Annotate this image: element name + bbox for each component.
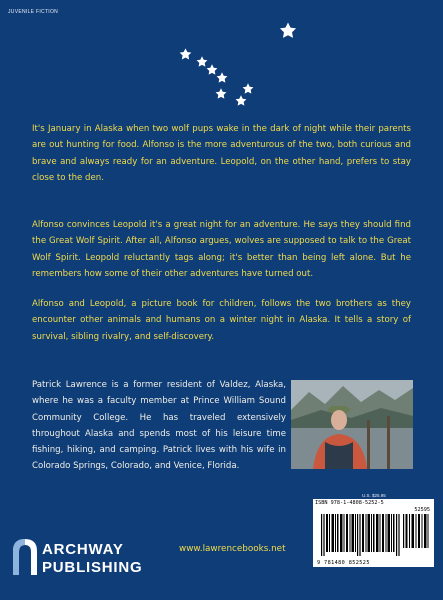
barcode-digits: 9 781480 852525	[317, 560, 370, 566]
price-label: U.S. $25.95	[362, 493, 386, 498]
star-icon	[235, 95, 247, 107]
publisher-name-line2: PUBLISHING	[42, 559, 143, 576]
isbn-number: ISBN 978-1-4808-5252-5	[315, 500, 384, 506]
publisher-name-line1: ARCHWAY	[42, 541, 124, 558]
blurb-paragraph-1: It's January in Alaska when two wolf pups wake in the dark of night while their parents are out hunting for food. Alfonso is the more adventurous of the two, both curious and brave and always ready for an adventure. Leopold, on the other hand, prefers to stay close to the den.	[32, 124, 411, 183]
author-photo	[291, 380, 413, 469]
star-icon	[179, 48, 192, 61]
blurb-paragraph-2: Alfonso convinces Leopold it's a great night for an adventure. He says they should find the Great Wolf Spirit. After all, Alfonso argues, wolves are supposed to talk to the Great Wolf Spirit. Leopold reluctantly tags along; it's better than being left alone. But he remembers how some of their other adventures have turned out.	[32, 220, 411, 279]
website-url: www.lawrencebooks.net	[179, 544, 286, 554]
star-icon	[216, 72, 228, 84]
star-icon	[215, 88, 227, 100]
barcode-box	[313, 499, 434, 567]
author-bio: Patrick Lawrence is a former resident of Valdez, Alaska, where he was a faculty member at Prince William Sound Community College. He has traveled extensively throughout Alaska and spends most of his leisure time fishing, hiking, and camping. Patrick lives with his wife in Colorado Springs, Colorado, and Venice, Florida.	[32, 380, 286, 472]
genre-label: JUVENILE FICTION	[8, 9, 59, 15]
star-icon	[242, 83, 254, 95]
star-icon	[279, 22, 297, 40]
blurb-paragraph-3: Alfonso and Leopold, a picture book for children, follows the two brothers as they encounter other animals and humans on a winter night in Alaska. It tells a story of survival, sibling rivalry, and self-discovery.	[32, 299, 411, 342]
isbn-price-code: 52595	[414, 507, 430, 513]
barcode-addon-icon	[403, 514, 429, 548]
barcode-icon	[321, 514, 401, 556]
archway-logo-icon	[13, 539, 37, 575]
